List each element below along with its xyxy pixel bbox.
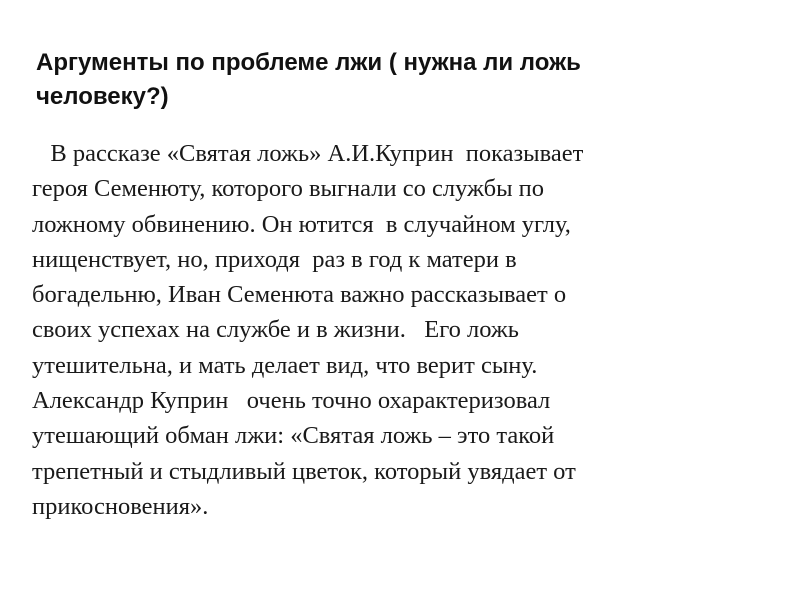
body-line: нищенствует, но, приходя раз в год к матери в <box>32 245 517 273</box>
body-line: утешительна, и мать делает вид, что верит сыну. <box>32 351 538 379</box>
body-line: ложному обвинению. Он ютится в случайном углу, <box>32 210 571 238</box>
slide-title-line: Аргументы по проблеме лжи ( нужна ли ложь <box>36 49 581 76</box>
body-line: В рассказе «Святая ложь» А.И.Куприн показывает <box>32 140 584 167</box>
body-line: трепетный и стыдливый цветок, который увядает от <box>32 457 576 485</box>
body-line: Александр Куприн очень точно охарактеризовал <box>32 387 551 415</box>
slide-title-line: человеку?) <box>36 83 169 110</box>
body-line: богадельню, Иван Семенюта важно рассказывает о <box>32 281 567 309</box>
body-line: прикосновения». <box>32 492 209 520</box>
body-line: героя Семенюту, которого выгнали со службы по <box>32 175 545 203</box>
slide-title <box>36 46 736 114</box>
body-line: утешающий обман лжи: «Святая ложь – это такой <box>32 422 555 450</box>
slide-body-text <box>32 136 772 524</box>
body-line: своих успехах на службе и в жизни. Его ложь <box>32 316 519 344</box>
